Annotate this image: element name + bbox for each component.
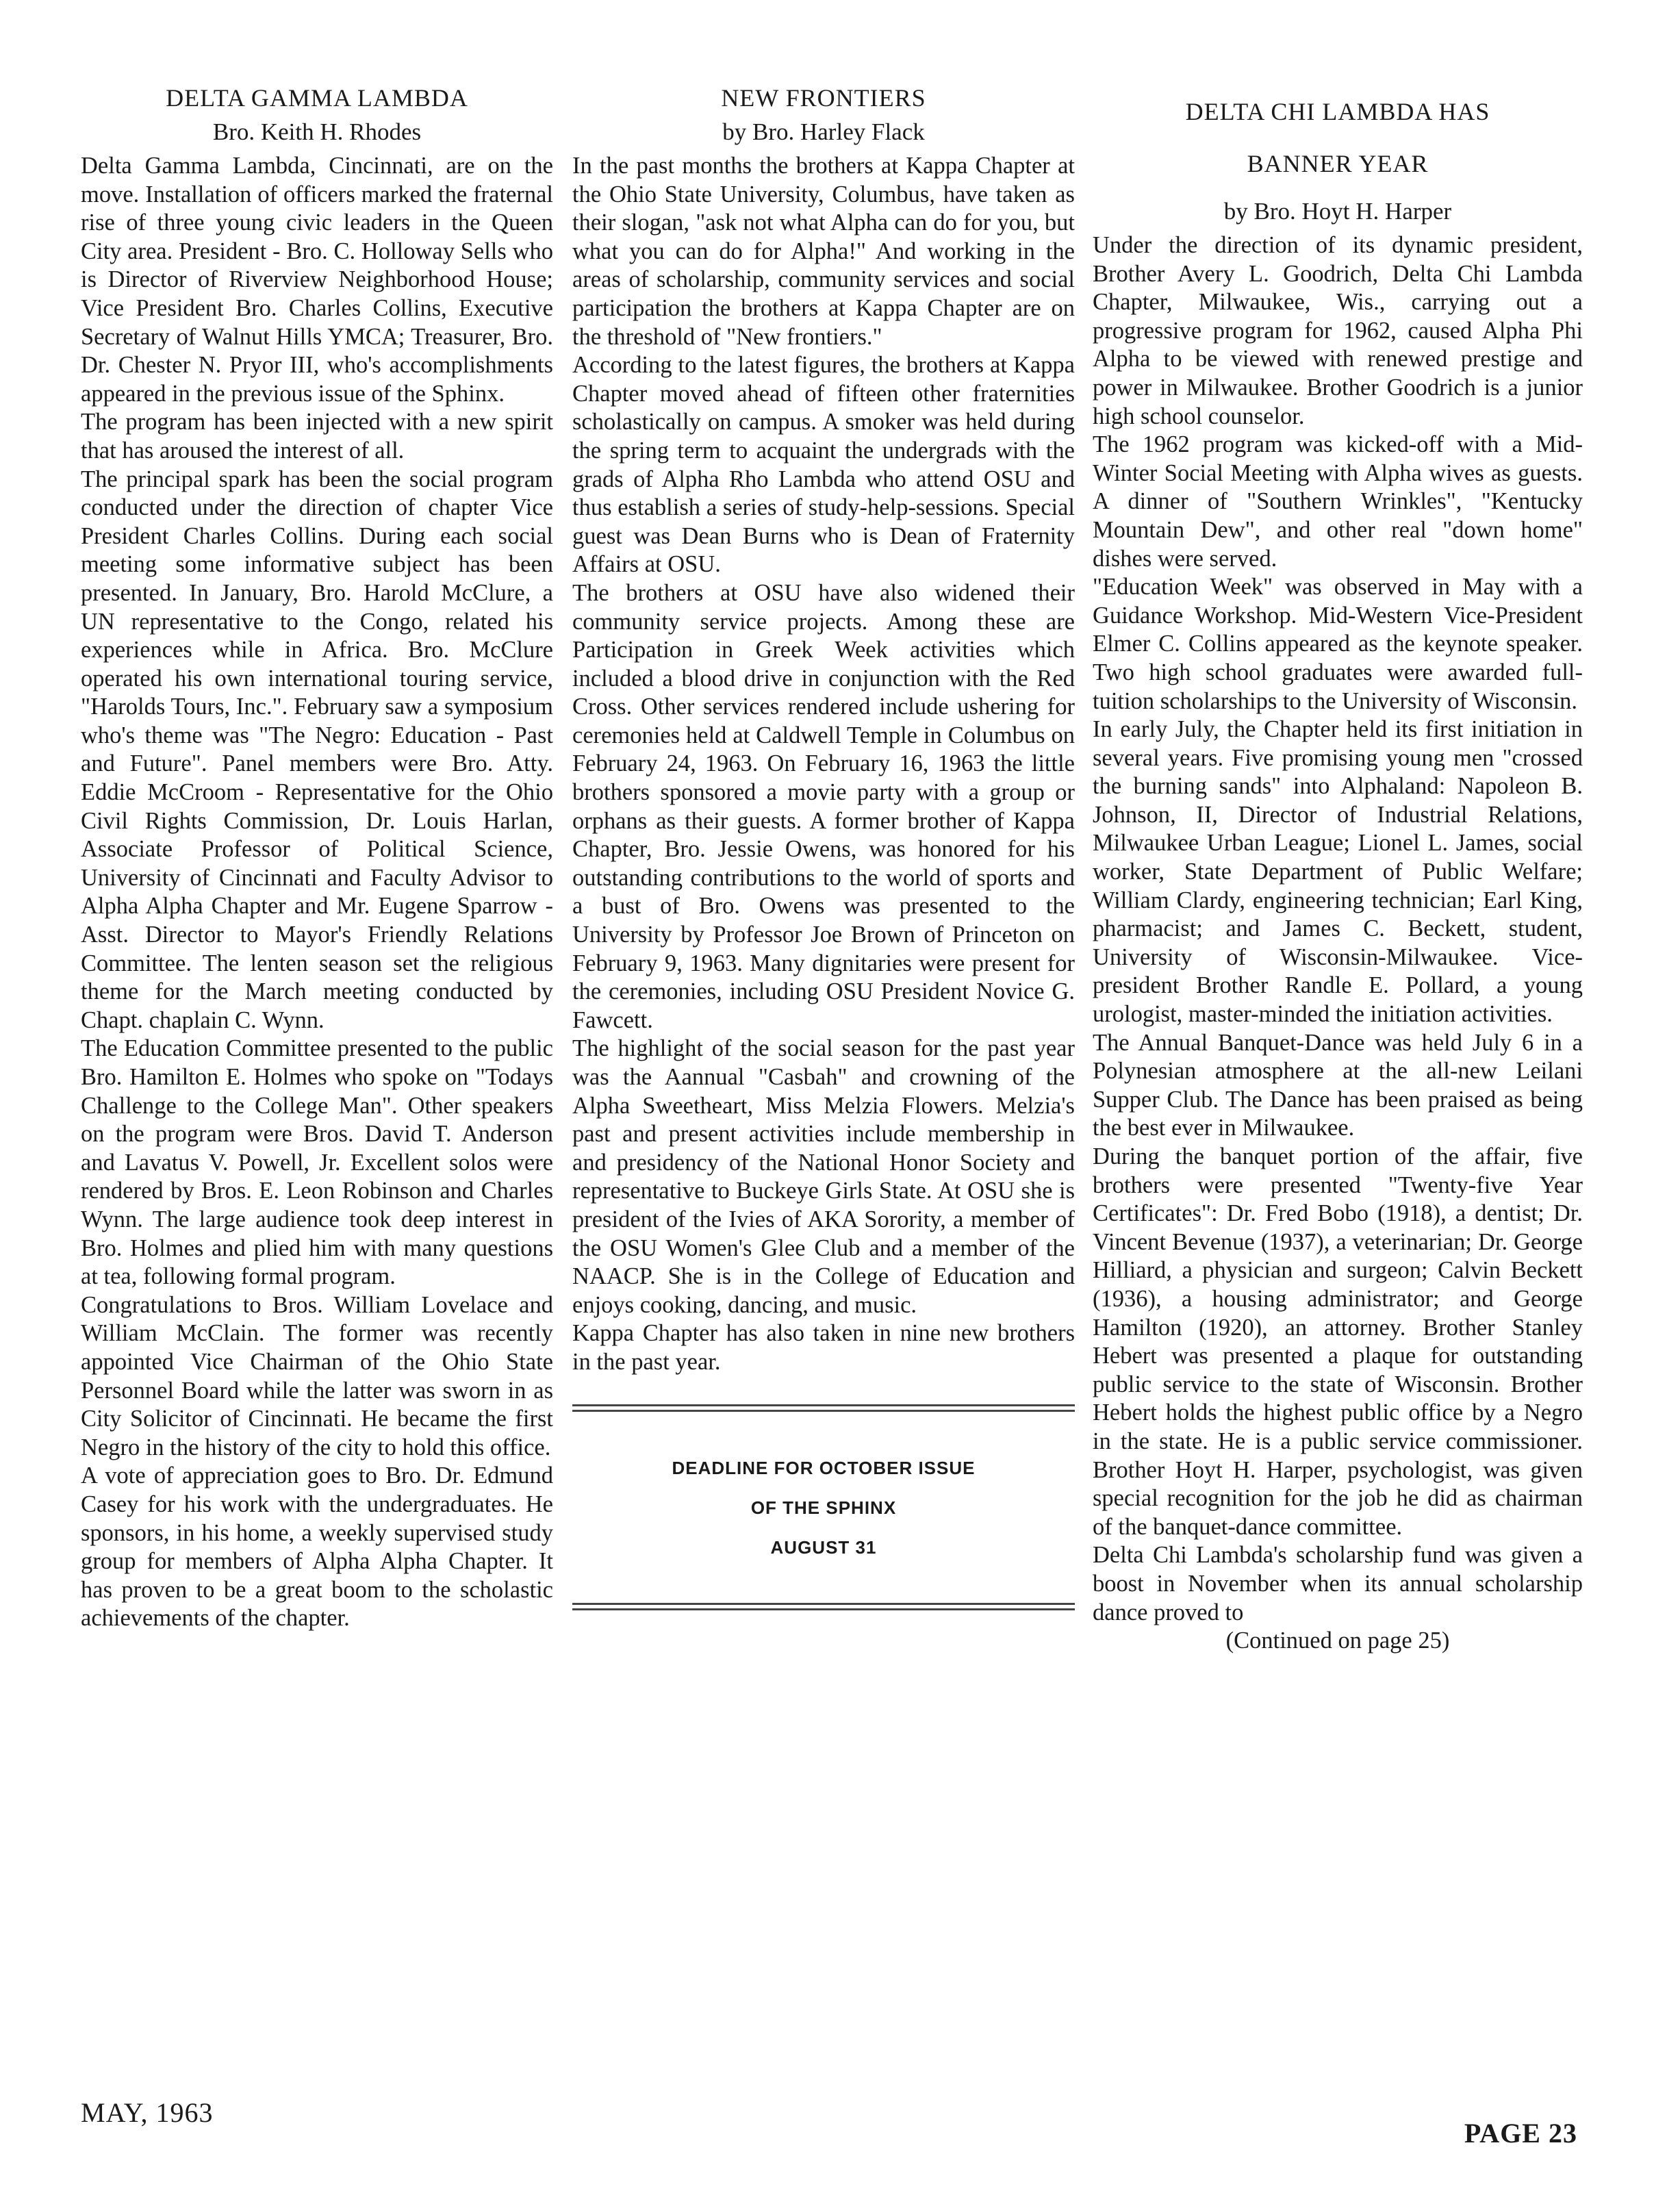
article-byline: Bro. Keith H. Rhodes <box>212 118 422 145</box>
article-byline: by Bro. Harley Flack <box>722 118 925 145</box>
paragraph: In early July, the Chapter held its first initiation in several years. Five promising young men "crossed the burning sands" into Alphaland: Napoleon B. Johnson, II, Director of Industrial Relations, Milwaukee Urban League; Lionel L. James, social worker, State Department of Public Welfare; William Clardy, engineering technician; Earl King, pharmacist; and James C. Beckett, student, University of Wisconsin-Milwaukee. Vice-president Brother Randle E. Pollard, a young urologist, master-minded the initiation activities. <box>1093 716 1583 1028</box>
article-new-frontiers <box>572 81 1075 1614</box>
paragraph: The 1962 program was kicked-off with a Mid-Winter Social Meeting with Alpha wives as guests. A dinner of "Southern Wrinkles", "Kentucky Mountain Dew", and other real "down home" dishes were served. <box>1093 431 1583 572</box>
paragraph: According to the latest figures, the brothers at Kappa Chapter moved ahead of fifteen other fraternities scholastically on campus. A smoker was held during the spring term to acquaint the undergrads with the grads of Alpha Rho Lambda who attend OSU and thus establish a series of study-help-sessions. Special guest was Dean Burns who is Dean of Fraternity Affairs at OSU. <box>572 352 1075 578</box>
paragraph: During the banquet portion of the affair, five brothers were presented "Twenty-five Year Certificates": Dr. Fred Bobo (1918), a dentist; Dr. Vincent Bevenue (1937), a veterinarian; Dr. George Hilliard, a physician and surgeon; Calvin Beckett (1936), a housing administrator; and George Hamilton (1920), an attorney. Brother Stanley Hebert was presented a plaque for outstanding public service to the state of Wisconsin. Brother Hebert holds the highest public office by a Negro in the state. He is a public service commissioner. Brother Hoyt H. Harper, psychologist, was given special recognition for the job he did as chairman of the banquet-dance committee. <box>1093 1143 1583 1540</box>
paragraph: The Annual Banquet-Dance was held July 6 in a Polynesian atmosphere at the all-new Leilani Supper Club. The Dance has been praised as being the best ever in Milwaukee. <box>1093 1029 1583 1141</box>
page-number: PAGE 23 <box>1464 2118 1577 2149</box>
deadline-notice <box>572 1404 1075 1610</box>
paragraph: Delta Gamma Lambda, Cincinnati, are on the move. Installation of officers marked the fraternal rise of three young civic leaders in the Queen City area. President - Bro. C. Holloway Sells who is Director of Riverview Neighborhood House; Vice President Bro. Charles Collins, Executive Secretary of Walnut Hills YMCA; Treasurer, Bro. Dr. Chester N. Pryor III, who's accomplishments appeared in the previous issue of the Sphinx. <box>81 153 553 407</box>
continued-note: (Continued on page 25) <box>1225 1628 1450 1654</box>
paragraph: The brothers at OSU have also widened their community service projects. Among these are Participation in Greek Week activities which included a blood drive in conjunction with the Red Cross. Other services rendered include ushering for ceremonies held at Caldwell Temple in Columbus on February 24, 1963. On February 16, 1963 the little brothers sponsored a movie party with a group or orphans as their guests. A former brother of Kappa Chapter, Bro. Jessie Owens, was honored for his outstanding contributions to the world of sports and a bust of Bro. Owens was presented to the University by Professor Joe Brown of Princeton on February 9, 1963. Many dignitaries were present for the ceremonies, including OSU President Novice G. Fawcett. <box>572 579 1075 1033</box>
article-title-line2: BANNER YEAR <box>1247 150 1429 177</box>
paragraph: Kappa Chapter has also taken in nine new brothers in the past year. <box>572 1320 1075 1375</box>
article-title: DELTA GAMMA LAMBDA <box>166 84 468 112</box>
deadline-line: AUGUST 31 <box>770 1536 877 1558</box>
divider <box>572 1603 1075 1605</box>
issue-date: MAY, 1963 <box>81 2097 214 2128</box>
article-title-line1: DELTA CHI LAMBDA HAS <box>1185 98 1490 125</box>
deadline-line: OF THE SPHINX <box>750 1497 897 1518</box>
divider <box>572 1404 1075 1406</box>
deadline-line: DEADLINE FOR OCTOBER ISSUE <box>672 1457 976 1478</box>
paragraph: "Education Week" was observed in May with a Guidance Workshop. Mid-Western Vice-President Elmer C. Collins appeared as the keynote speaker. Two high school graduates were awarded full-tuition scholarships to the University of Wisconsin. <box>1093 574 1583 714</box>
paragraph: In the past months the brothers at Kappa Chapter at the Ohio State University, Columbus, have taken as their slogan, "ask not what Alpha can do for you, but what you can do for Alpha!" And working in the areas of scholarship, community services and social participation the brothers at Kappa Chapter are on the threshold of "New frontiers." <box>572 153 1075 350</box>
paragraph: The principal spark has been the social program conducted under the direction of chapter Vice President Charles Collins. During each social meeting some informative subject has been presented. In January, Bro. Harold McClure, a UN representative to the Congo, related his experiences while in Africa. Bro. McClure operated his own international touring service, "Harolds Tours, Inc.". February saw a symposium who's theme was "The Negro: Education - Past and Future". Panel members were Bro. Atty. Eddie McCroom - Representative for the Ohio Civil Rights Commission, Dr. Louis Harlan, Associate Professor of Political Science, University of Cincinnati and Faculty Advisor to Alpha Alpha Chapter and Mr. Eugene Sparrow - Asst. Director to Mayor's Friendly Relations Committee. The lenten season set the religious theme for the March meeting conducted by Chapt. chaplain C. Wynn. <box>81 466 553 1033</box>
article-delta-gamma-lambda <box>81 81 553 1633</box>
paragraph: Delta Chi Lambda's scholarship fund was given a boost in November when its annual scholarship dance proved to <box>1093 1542 1583 1625</box>
paragraph: The highlight of the social season for the past year was the Aannual "Casbah" and crowning of the Alpha Sweetheart, Miss Melzia Flowers. Melzia's past and present activities include membership in and presidency of the National Honor Society and representative to Buckeye Girls State. At OSU she is president of the Ivies of AKA Sorority, a member of the OSU Women's Glee Club and a member of the NAACP. She is in the College of Education and enjoys cooking, dancing, and music. <box>572 1035 1075 1318</box>
article-byline: by Bro. Hoyt H. Harper <box>1223 198 1452 225</box>
paragraph: Under the direction of its dynamic president, Brother Avery L. Goodrich, Delta Chi Lambda Chapter, Milwaukee, Wis., carrying out a progressive program for 1962, caused Alpha Phi Alpha to be viewed with renewed prestige and power in Milwaukee. Brother Goodrich is a junior high school counselor. <box>1093 232 1583 429</box>
paragraph: The program has been injected with a new spirit that has aroused the interest of all. <box>81 409 553 464</box>
paragraph: The Education Committee presented to the public Bro. Hamilton E. Holmes who spoke on "Todays Challenge to the College Man". Other speakers on the program were Bros. David T. Anderson and Lavatus V. Powell, Jr. Excellent solos were rendered by Bros. E. Leon Robinson and Charles Wynn. The large audience took deep interest in Bro. Holmes and plied him with many questions at tea, following formal program. <box>81 1035 553 1290</box>
paragraph: Congratulations to Bros. William Lovelace and William McClain. The former was recently appointed Vice Chairman of the Ohio State Personnel Board while the latter was sworn in as City Solicitor of Cincinnati. He became the first Negro in the history of the city to hold this office. <box>81 1291 553 1460</box>
article-title: NEW FRONTIERS <box>721 84 926 112</box>
article-delta-chi-lambda <box>1093 81 1583 1656</box>
divider <box>572 1608 1075 1610</box>
paragraph: A vote of appreciation goes to Bro. Dr. Edmund Casey for his work with the undergraduates. He sponsors, in his home, a weekly supervised study group for members of Alpha Alpha Chapter. It has proven to be a great boom to the scholastic achievements of the chapter. <box>81 1462 553 1632</box>
divider <box>572 1410 1075 1412</box>
